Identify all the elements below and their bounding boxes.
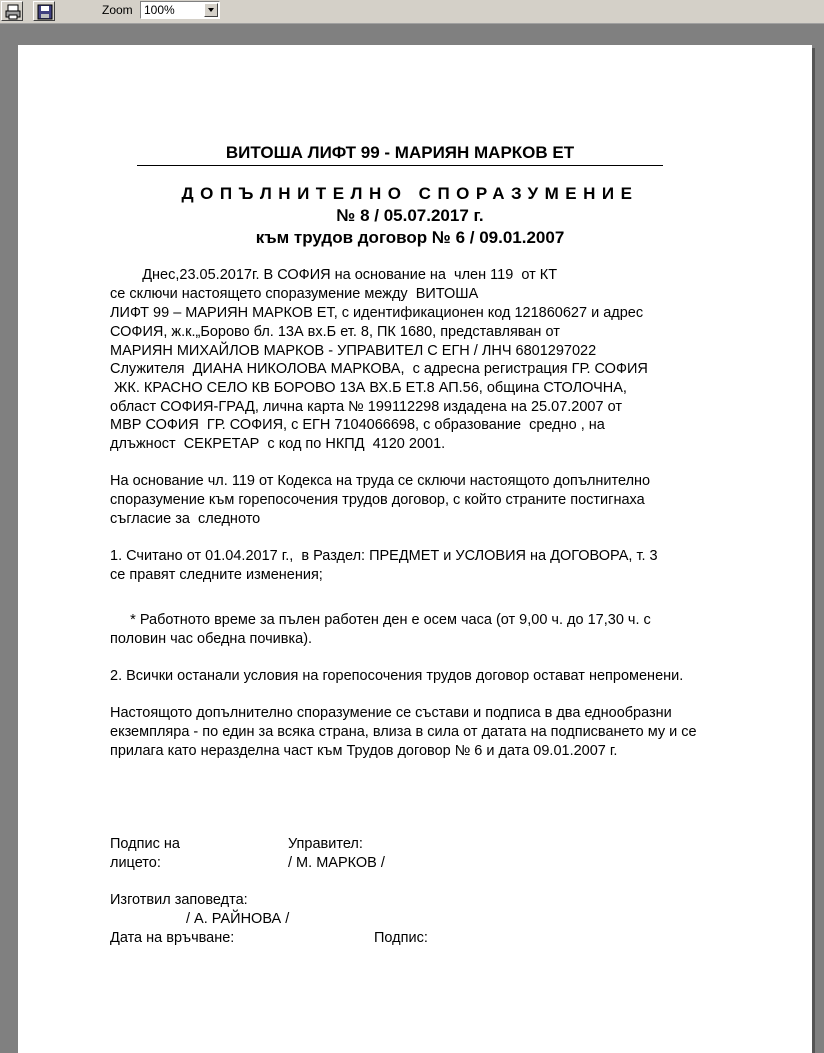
document-title: ДОПЪЛНИТЕЛНО СПОРАЗУМЕНИЕ xyxy=(181,184,639,203)
save-icon xyxy=(37,4,53,20)
intro-line: Служителя ДИАНА НИКОЛОВА МАРКОВА, с адресна регистрация ГР. СОФИЯ xyxy=(110,361,648,377)
closing-line: прилага като неразделна част към Трудов договор № 6 и дата 09.01.2007 г. xyxy=(110,743,618,759)
intro-line: Днес,23.05.2017г. В СОФИЯ на основание на член 119 от КТ xyxy=(110,267,558,283)
zoom-value: 100% xyxy=(144,3,175,17)
intro-line: длъжност СЕКРЕТАР с код по НКПД 4120 2001. xyxy=(110,436,446,452)
item1-line: 1. Считано от 01.04.2017 г., в Раздел: ПРЕДМЕТ и УСЛОВИЯ на ДОГОВОРА, т. 3 xyxy=(110,548,658,564)
chevron-down-icon[interactable] xyxy=(204,3,218,17)
bullet-line: половин час обедна почивка). xyxy=(110,631,313,647)
person-signature-label-2: лицето: xyxy=(110,855,161,871)
intro-line: се сключи настоящето споразумение между ВИТОША xyxy=(110,286,479,302)
delivery-date-label: Дата на връчване: xyxy=(110,930,235,946)
prepared-by-name: / А. РАЙНОВА / xyxy=(186,911,290,927)
closing-line: екземпляра - по един за всяка страна, влиза в сила от датата на подписването му и се xyxy=(110,724,697,740)
contract-reference: към трудов договор № 6 / 09.01.2007 xyxy=(255,228,565,247)
signature-label: Подпис: xyxy=(374,930,428,946)
basis-line: споразумение към горепосочения трудов договор, с който страните постигнаха xyxy=(110,492,645,508)
intro-line: СОФИЯ, ж.к.„Борово бл. 13А вх.Б ет. 8, ПК 1680, представляван от xyxy=(110,324,560,340)
save-button[interactable] xyxy=(33,1,55,21)
intro-line: МАРИЯН МИХАЙЛОВ МАРКОВ - УПРАВИТЕЛ С ЕГН / ЛНЧ 6801297022 xyxy=(110,343,597,359)
print-button[interactable] xyxy=(1,1,23,21)
manager-label: Управител: xyxy=(288,836,363,852)
prepared-by-label: Изготвил заповедта: xyxy=(110,892,248,908)
bullet-line: * Работното време за пълен работен ден е осем часа (от 9,00 ч. до 17,30 ч. с xyxy=(110,612,651,628)
viewer-toolbar xyxy=(0,0,824,24)
intro-line: област СОФИЯ-ГРАД, лична карта № 199112298 издадена на 25.07.2007 от xyxy=(110,399,622,415)
person-signature-label: Подпис на xyxy=(110,836,180,852)
intro-line: ЖК. КРАСНО СЕЛО КВ БОРОВО 13А ВХ.Б ЕТ.8 АП.56, община СТОЛОЧНА, xyxy=(110,380,627,396)
closing-line: Настоящото допълнително споразумение се състави и подписа в два еднообразни xyxy=(110,705,672,721)
print-icon xyxy=(5,4,21,20)
basis-line: съгласие за следното xyxy=(110,511,261,527)
item2-line: 2. Всички останали условия на горепосочения трудов договор остават непроменени. xyxy=(110,668,684,684)
document-page xyxy=(18,45,812,1053)
company-heading: ВИТОША ЛИФТ 99 - МАРИЯН МАРКОВ ЕТ xyxy=(137,143,663,166)
basis-line: На основание чл. 119 от Кодекса на труда се сключи настоящото допълнително xyxy=(110,473,651,489)
intro-line: МВР СОФИЯ ГР. СОФИЯ, с ЕГН 7104066698, с образование средно , на xyxy=(110,417,605,433)
zoom-select[interactable] xyxy=(140,1,220,19)
zoom-label: Zoom xyxy=(102,3,133,17)
document-number: № 8 / 05.07.2017 г. xyxy=(336,206,484,225)
item1-line: се правят следните изменения; xyxy=(110,567,323,583)
intro-line: ЛИФТ 99 – МАРИЯН МАРКОВ ЕТ, с идентификационен код 121860627 и адрес xyxy=(110,305,644,321)
manager-name: / М. МАРКОВ / xyxy=(288,855,385,871)
